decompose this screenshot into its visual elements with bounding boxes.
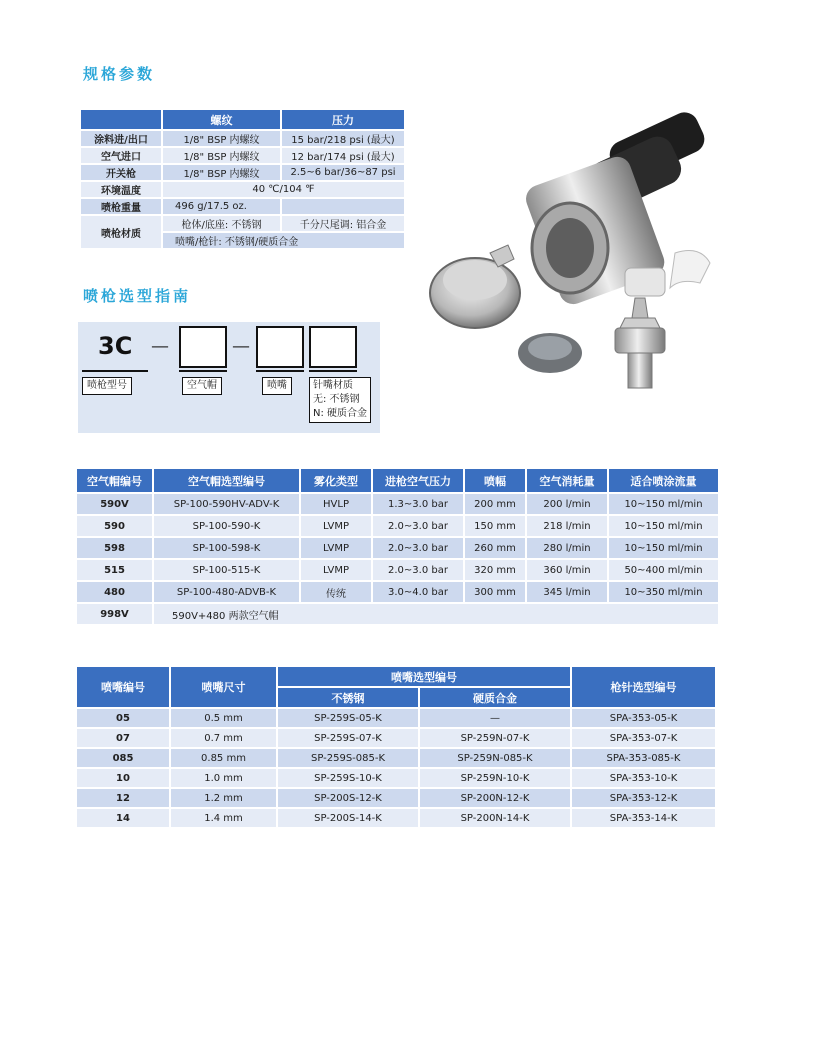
spec-material-micrometer: 千分尺尾调: 铝合金 [282, 216, 404, 231]
nozzle-header-stainless: 不锈钢 [278, 688, 418, 707]
spray-gun-photo [420, 108, 720, 393]
spec-row-pressure: 2.5~6 bar/36~87 psi [282, 165, 404, 180]
nozzle-size: 0.5 mm [171, 709, 276, 727]
cap-flow: 10~150 ml/min [609, 494, 718, 514]
spec-weight-empty [282, 199, 404, 214]
cap-part: SP-100-590HV-ADV-K [154, 494, 299, 514]
nozzle-id: 085 [77, 749, 169, 767]
nozzle-header-size: 喷嘴尺寸 [171, 667, 276, 707]
nozzle-stainless: SP-259S-07-K [278, 729, 418, 747]
nozzle-header-carbide: 硬质合金 [420, 688, 570, 707]
needle-part: SPA-353-14-K [572, 809, 715, 827]
spec-material-nozzle: 喷嘴/枪针: 不锈钢/硬质合金 [163, 233, 404, 248]
cap-part: SP-100-480-ADVB-K [154, 582, 299, 602]
cap-pressure: 2.0~3.0 bar [373, 560, 463, 580]
spec-row-thread: 1/8" BSP 内螺纹 [163, 148, 280, 163]
underline [82, 370, 148, 372]
nozzle-stainless: SP-200S-14-K [278, 809, 418, 827]
nozzle-size: 1.0 mm [171, 769, 276, 787]
table-row [81, 131, 404, 146]
nozzle-id: 05 [77, 709, 169, 727]
model-code-guide [78, 322, 380, 433]
cap-air: 218 l/min [527, 516, 607, 536]
table-row [81, 165, 404, 180]
air-cap-table [75, 467, 720, 626]
caps-header: 进枪空气压力 [373, 469, 463, 492]
spec-temp-value: 40 ℃/104 ℉ [163, 182, 404, 197]
cap-part: SP-100-515-K [154, 560, 299, 580]
guide-section-title: 喷枪选型指南 [83, 287, 192, 305]
spec-row-thread: 1/8" BSP 内螺纹 [163, 131, 280, 146]
caps-header: 空气消耗量 [527, 469, 607, 492]
cap-flow: 50~400 ml/min [609, 560, 718, 580]
needle-part: SPA-353-085-K [572, 749, 715, 767]
nozzle-size: 0.7 mm [171, 729, 276, 747]
tag-air-cap: 空气帽 [182, 377, 222, 395]
spec-corner [81, 110, 161, 129]
cap-air: 280 l/min [527, 538, 607, 558]
code-box-cap [179, 326, 227, 368]
needle-part: SPA-353-07-K [572, 729, 715, 747]
tag-nozzle: 喷嘴 [262, 377, 292, 395]
cap-width: 320 mm [465, 560, 525, 580]
cap-type: LVMP [301, 538, 371, 558]
model-code: 3C [98, 332, 133, 360]
table-row [77, 582, 718, 602]
needle-part: SPA-353-05-K [572, 709, 715, 727]
table-row [77, 538, 718, 558]
underline [256, 370, 304, 372]
code-box-nozzle [256, 326, 304, 368]
cap-pressure: 2.0~3.0 bar [373, 516, 463, 536]
table-row [77, 729, 715, 747]
cap-pressure: 2.0~3.0 bar [373, 538, 463, 558]
caps-header: 雾化类型 [301, 469, 371, 492]
table-row [77, 769, 715, 787]
nozzle-carbide: SP-259N-085-K [420, 749, 570, 767]
spec-row-pressure: 15 bar/218 psi (最大) [282, 131, 404, 146]
table-row [77, 494, 718, 514]
nozzle-stainless: SP-259S-085-K [278, 749, 418, 767]
table-row [77, 749, 715, 767]
tag-material [309, 377, 371, 423]
nozzle-id: 10 [77, 769, 169, 787]
nozzle-header-id: 喷嘴编号 [77, 667, 169, 707]
nozzle-header-group: 喷嘴选型编号 [278, 667, 570, 686]
spec-row-label: 涂料进/出口 [81, 131, 161, 146]
code-box-material [309, 326, 357, 368]
nozzle-header-needle: 枪针选型编号 [572, 667, 715, 707]
table-row [77, 789, 715, 807]
spec-row-pressure: 12 bar/174 psi (最大) [282, 148, 404, 163]
cap-pressure: 3.0~4.0 bar [373, 582, 463, 602]
spec-header-pressure: 压力 [282, 110, 404, 129]
cap-combo-note: 590V+480 两款空气帽 [154, 604, 718, 624]
material-stainless: 无: 不锈钢 [313, 394, 360, 405]
spec-temp-label: 环境温度 [81, 182, 161, 197]
cap-id: 515 [77, 560, 152, 580]
cap-flow: 10~150 ml/min [609, 516, 718, 536]
material-title: 针嘴材质 [313, 380, 353, 391]
table-row [77, 604, 718, 624]
code-dash: — [151, 336, 169, 357]
nozzle-id: 12 [77, 789, 169, 807]
caps-header: 空气帽选型编号 [154, 469, 299, 492]
caps-header: 空气帽编号 [77, 469, 152, 492]
table-row [81, 148, 404, 163]
cap-id: 590 [77, 516, 152, 536]
nozzle-carbide: SP-259N-07-K [420, 729, 570, 747]
nozzle-carbide: SP-200N-14-K [420, 809, 570, 827]
table-row [81, 199, 404, 214]
nozzle-stainless: SP-200S-12-K [278, 789, 418, 807]
spec-table [79, 108, 406, 250]
tag-model: 喷枪型号 [82, 377, 132, 395]
spec-material-body: 枪体/底座: 不锈钢 [163, 216, 280, 231]
cap-type: 传统 [301, 582, 371, 602]
cap-type: HVLP [301, 494, 371, 514]
needle-part: SPA-353-10-K [572, 769, 715, 787]
cap-width: 150 mm [465, 516, 525, 536]
cap-flow: 10~150 ml/min [609, 538, 718, 558]
table-row [81, 216, 404, 231]
table-row [77, 560, 718, 580]
underline [179, 370, 227, 372]
cap-width: 200 mm [465, 494, 525, 514]
table-row [81, 182, 404, 197]
spec-row-label: 开关枪 [81, 165, 161, 180]
nozzle-id: 14 [77, 809, 169, 827]
needle-part: SPA-353-12-K [572, 789, 715, 807]
spec-section-title: 规格参数 [83, 65, 156, 83]
spec-row-thread: 1/8" BSP 内螺纹 [163, 165, 280, 180]
spec-row-label: 空气进口 [81, 148, 161, 163]
material-carbide: N: 硬质合金 [313, 408, 368, 419]
cap-air: 360 l/min [527, 560, 607, 580]
cap-flow: 10~350 ml/min [609, 582, 718, 602]
underline [309, 370, 357, 372]
nozzle-table [75, 665, 717, 829]
cap-id: 590V [77, 494, 152, 514]
spec-material-label: 喷枪材质 [81, 216, 161, 248]
cap-part: SP-100-590-K [154, 516, 299, 536]
nozzle-id: 07 [77, 729, 169, 747]
nozzle-carbide: SP-200N-12-K [420, 789, 570, 807]
cap-id: 598 [77, 538, 152, 558]
cap-id: 998V [77, 604, 152, 624]
nozzle-size: 1.2 mm [171, 789, 276, 807]
spec-header-thread: 螺纹 [163, 110, 280, 129]
cap-air: 345 l/min [527, 582, 607, 602]
cap-type: LVMP [301, 516, 371, 536]
cap-air: 200 l/min [527, 494, 607, 514]
caps-header: 喷幅 [465, 469, 525, 492]
nozzle-size: 1.4 mm [171, 809, 276, 827]
nozzle-size: 0.85 mm [171, 749, 276, 767]
spec-weight-label: 喷枪重量 [81, 199, 161, 214]
cap-part: SP-100-598-K [154, 538, 299, 558]
cap-width: 260 mm [465, 538, 525, 558]
nozzle-stainless: SP-259S-05-K [278, 709, 418, 727]
nozzle-carbide: SP-259N-10-K [420, 769, 570, 787]
cap-pressure: 1.3~3.0 bar [373, 494, 463, 514]
code-dash: — [232, 336, 250, 357]
cap-type: LVMP [301, 560, 371, 580]
table-row [77, 709, 715, 727]
cap-id: 480 [77, 582, 152, 602]
caps-header: 适合喷涂流量 [609, 469, 718, 492]
nozzle-stainless: SP-259S-10-K [278, 769, 418, 787]
cap-width: 300 mm [465, 582, 525, 602]
table-row [77, 809, 715, 827]
spec-weight-value: 496 g/17.5 oz. [163, 199, 280, 214]
nozzle-carbide: — [420, 709, 570, 727]
table-row [77, 516, 718, 536]
